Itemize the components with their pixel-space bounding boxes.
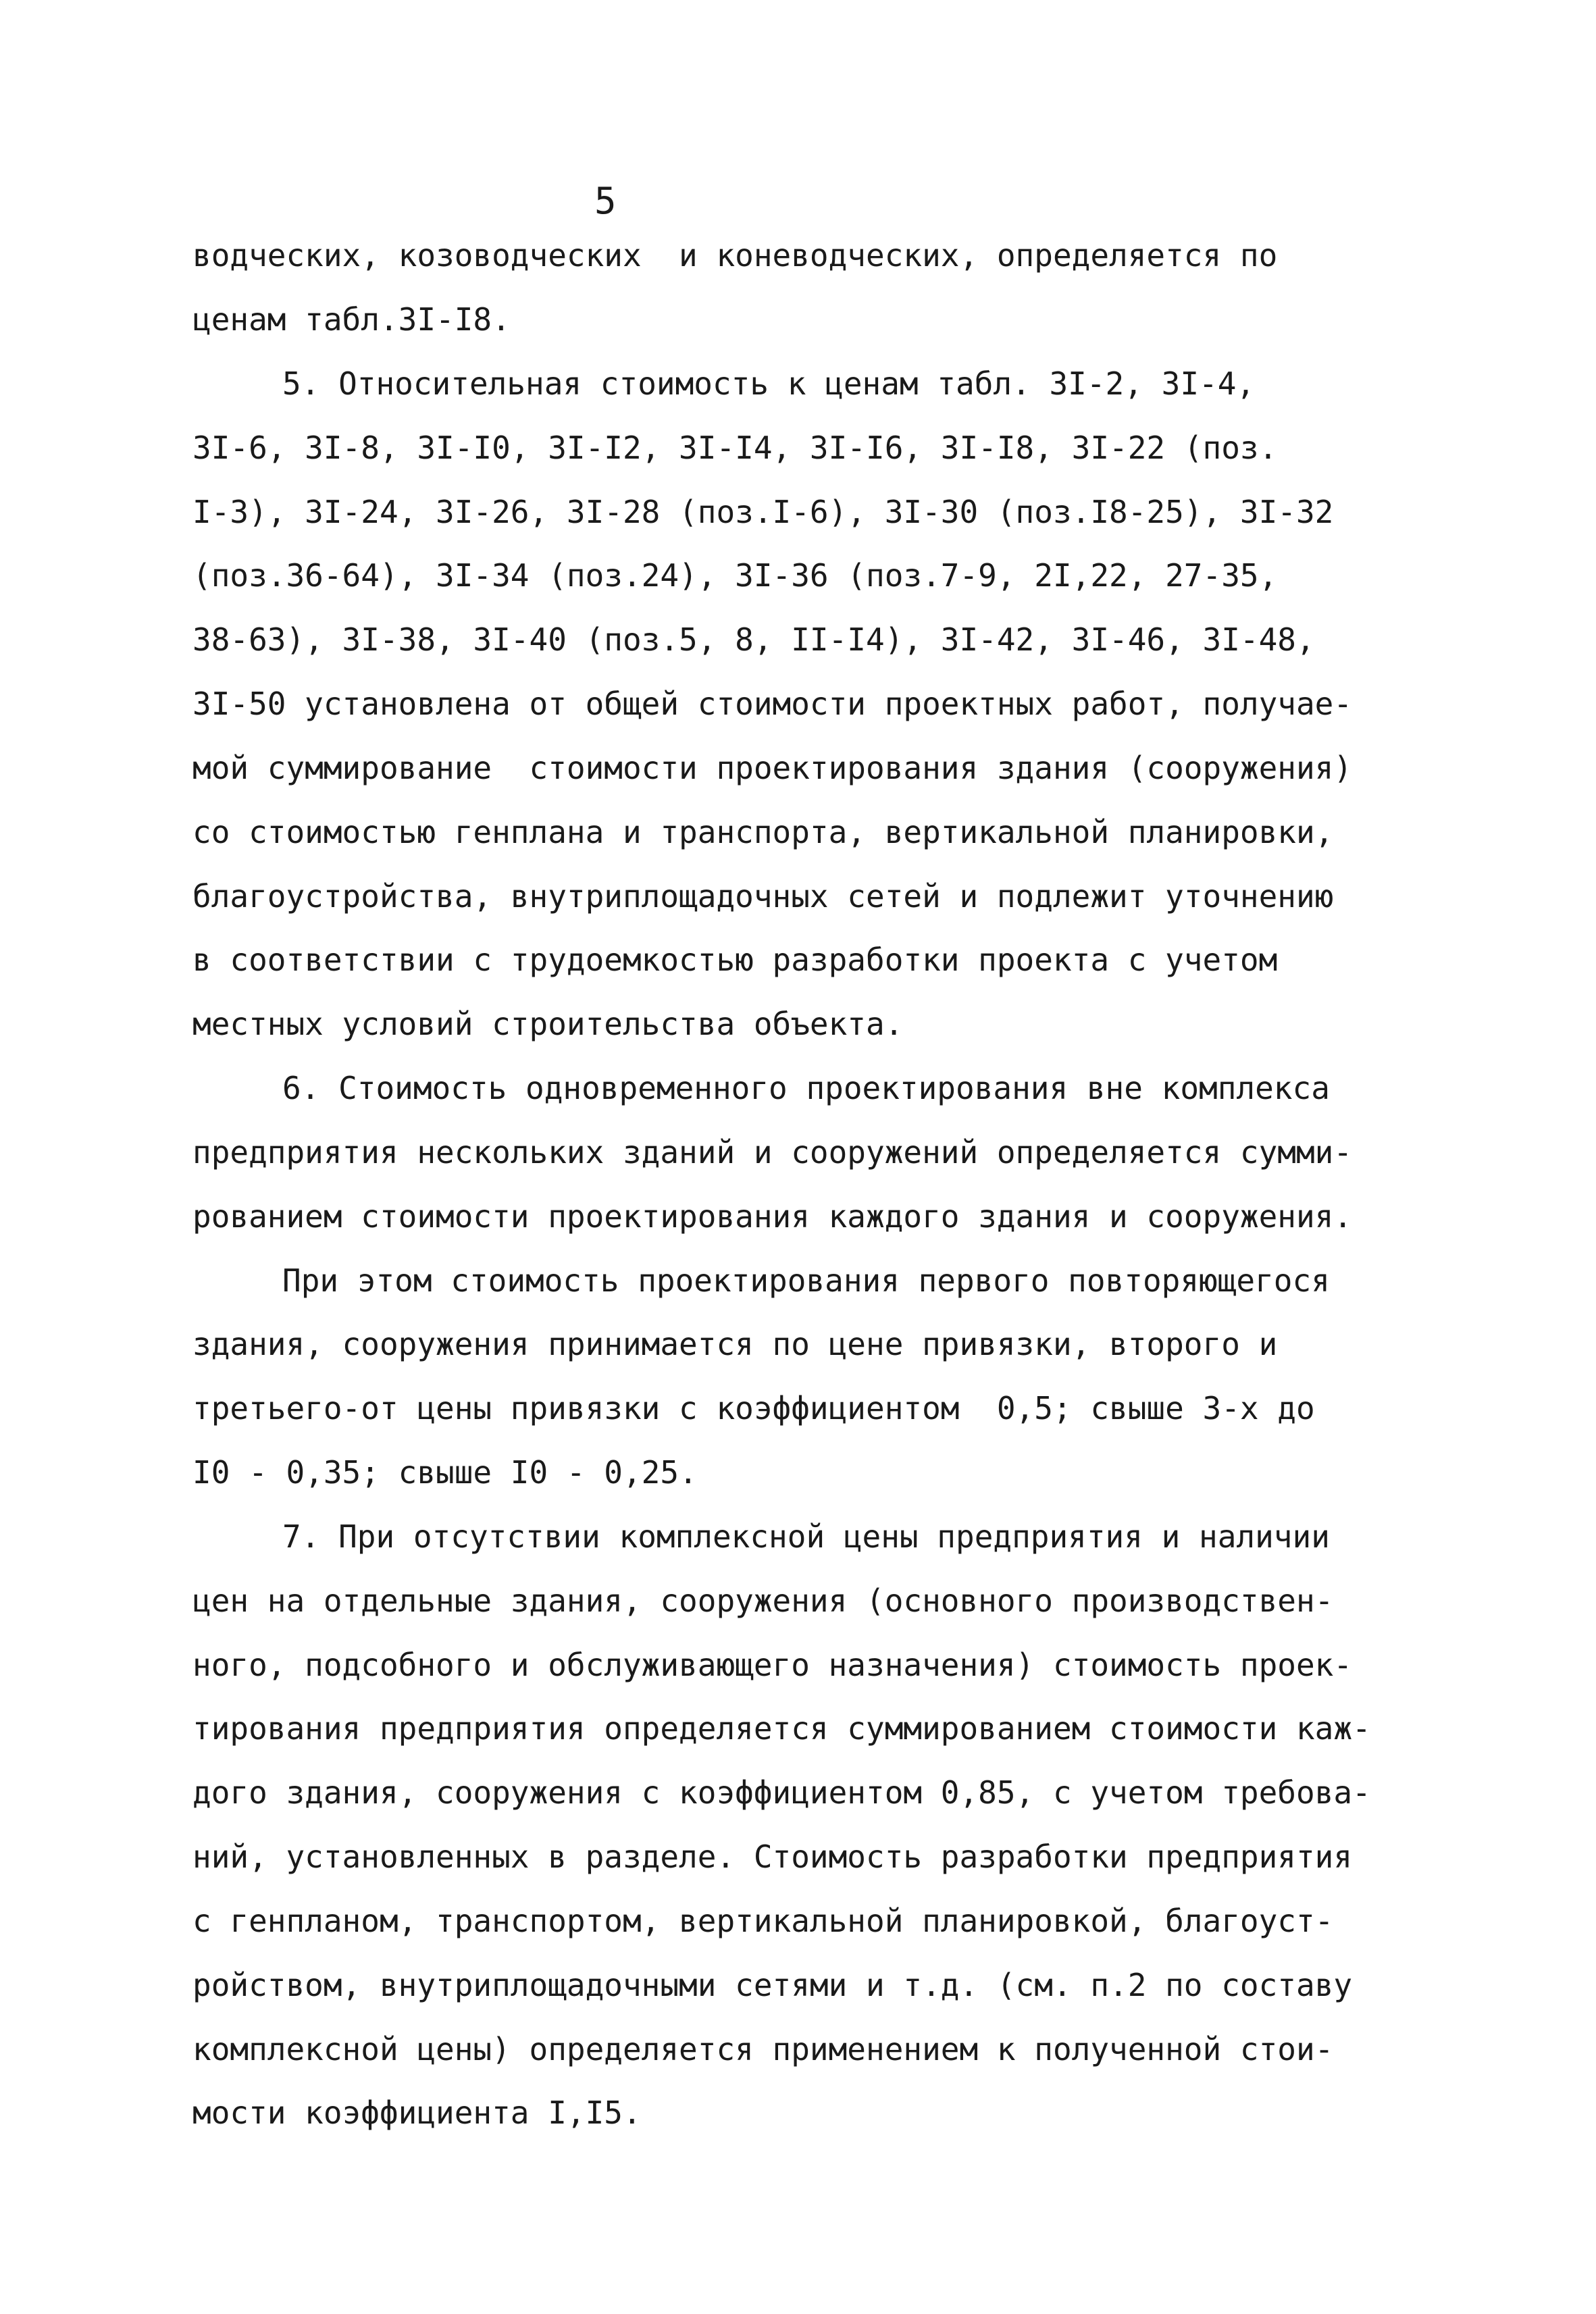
text-line-15: предприятия нескольких зданий и сооружений определяется сумми- bbox=[192, 1134, 1353, 1171]
text-line-5: I-3), 3I-24, 3I-26, 3I-28 (поз.I-6), 3I-30 (поз.I8-25), 3I-32 bbox=[192, 494, 1334, 530]
text-line-14: 6. Стоимость одновременного проектирования вне комплекса bbox=[282, 1070, 1330, 1106]
text-line-11: благоустройства, внутриплощадочных сетей и подлежит уточнению bbox=[192, 878, 1334, 915]
page-number: 5 bbox=[594, 180, 617, 222]
text-line-30: мости коэффициента I,I5. bbox=[192, 2094, 642, 2131]
text-line-1: водческих, козоводческих и коневодческих, определяется по bbox=[192, 237, 1278, 274]
text-line-23: ного, подсобного и обслуживающего назначения) стоимость проек- bbox=[192, 1647, 1353, 1683]
text-line-2: ценам табл.3I-I8. bbox=[192, 301, 511, 338]
text-line-26: ний, установленных в разделе. Стоимость разработки предприятия bbox=[192, 1839, 1353, 1875]
text-line-13: местных условий строительства объекта. bbox=[192, 1006, 904, 1042]
text-line-21: 7. При отсутствии комплексной цены предприятия и наличии bbox=[282, 1518, 1330, 1555]
text-line-22: цен на отдельные здания, сооружения (основного производствен- bbox=[192, 1583, 1334, 1619]
text-line-27: с генпланом, транспортом, вертикальной планировкой, благоуст- bbox=[192, 1903, 1334, 1939]
text-line-7: 38-63), 3I-38, 3I-40 (поз.5, 8, II-I4), 3I-42, 3I-46, 3I-48, bbox=[192, 621, 1315, 658]
text-line-19: третьего-от цены привязки с коэффициентом 0,5; свыше 3-х до bbox=[192, 1390, 1315, 1426]
text-line-6: (поз.36-64), 3I-34 (поз.24), 3I-36 (поз.7-9, 2I,22, 27-35, bbox=[192, 557, 1278, 594]
text-line-9: мой суммирование стоимости проектирования здания (сооружения) bbox=[192, 750, 1353, 786]
text-line-24: тирования предприятия определяется суммированием стоимости каж- bbox=[192, 1710, 1371, 1747]
text-line-4: 3I-6, 3I-8, 3I-I0, 3I-I2, 3I-I4, 3I-I6, 3I-I8, 3I-22 (поз. bbox=[192, 430, 1278, 466]
text-line-29: комплексной цены) определяется применением к полученной стои- bbox=[192, 2031, 1334, 2067]
text-line-28: ройством, внутриплощадочными сетями и т.д. (см. п.2 по составу bbox=[192, 1967, 1353, 2003]
text-line-18: здания, сооружения принимается по цене привязки, второго и bbox=[192, 1326, 1278, 1362]
text-line-12: в соответствии с трудоемкостью разработки проекта с учетом bbox=[192, 942, 1278, 978]
text-line-25: дого здания, сооружения с коэффициентом 0,85, с учетом требова- bbox=[192, 1774, 1371, 1811]
text-line-8: 3I-50 установлена от общей стоимости проектных работ, получае- bbox=[192, 686, 1353, 722]
text-line-16: рованием стоимости проектирования каждого здания и сооружения. bbox=[192, 1198, 1353, 1235]
text-line-20: I0 - 0,35; свыше I0 - 0,25. bbox=[192, 1454, 698, 1491]
text-line-3: 5. Относительная стоимость к ценам табл. 3I-2, 3I-4, bbox=[282, 365, 1256, 402]
text-line-17: При этом стоимость проектирования первого повторяющегося bbox=[282, 1262, 1330, 1299]
text-line-10: со стоимостью генплана и транспорта, вертикальной планировки, bbox=[192, 814, 1334, 850]
